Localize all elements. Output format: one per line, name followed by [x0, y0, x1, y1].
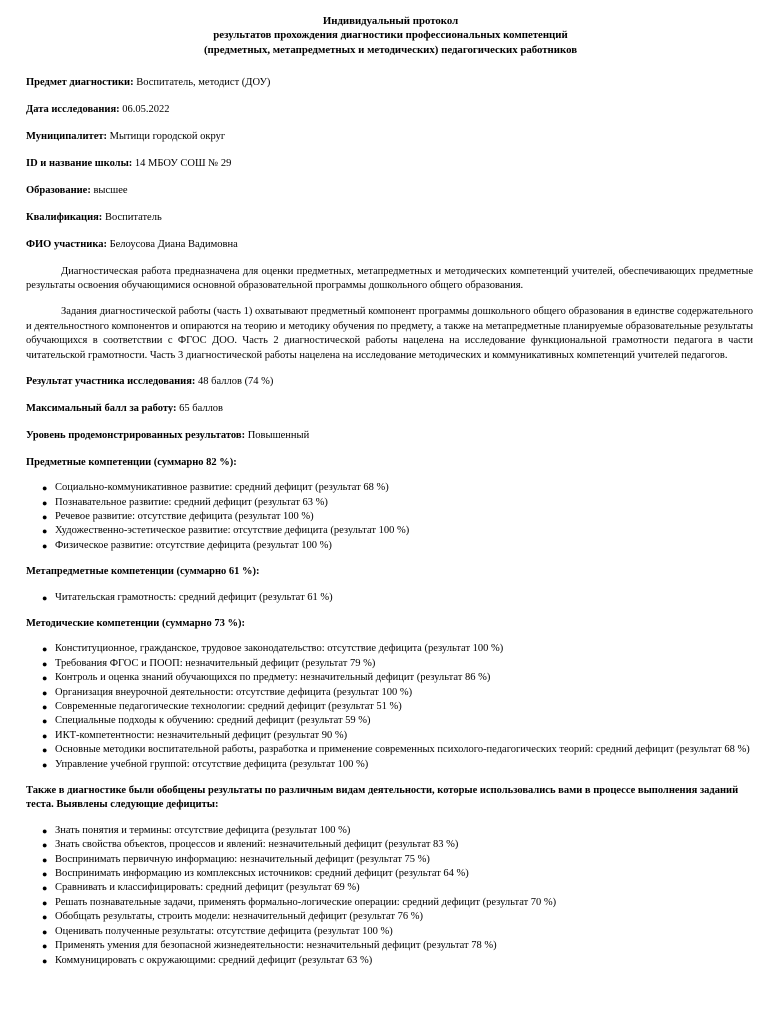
bullet-icon: ●	[42, 511, 48, 522]
field-subject-value: Воспитатель, методист (ДОУ)	[133, 77, 271, 89]
list-item: ● Художественно-эстетическое развитие: отсутствие дефицита (результат 100 %)	[55, 524, 753, 538]
list-item: ● Познавательное развитие: средний дефицит (результат 63 %)	[55, 496, 753, 510]
list-item: ● Основные методики воспитательной работы, разработка и применение современных психолого-педагогических теорий: средний дефицит (результат 68 %)	[55, 743, 753, 757]
subject-competencies-heading: Предметные компетенции (суммарно 82 %):	[26, 456, 237, 468]
result-score-label: Результат участника исследования:	[26, 376, 196, 387]
bullet-icon: ●	[42, 825, 48, 836]
list-item: ● Решать познавательные задачи, применять формально-логические операции: средний дефицит (результат 70 %)	[55, 896, 753, 910]
method-competencies-list	[26, 642, 753, 772]
intro-paragraph-2: Задания диагностической работы (часть 1) охватывают предметный компонент программы дошкольного общего образования в единстве содержательного и деятельностного компонентов и опираются на теорию и методику обучения по предмету, а также на метапредметные планируемые образовательные результаты обучающихся в соответствии с ФГОС ДОО. Часть 2 диагностической работы нацелена на исследование функциональной грамотности педагога в части читательской грамотности. Часть 3 диагностической работы нацелена на исследование методических и коммуникативных компетенций учителей педагогов.	[26, 306, 753, 361]
meta-competencies-heading: Метапредметные компетенции (суммарно 61 %):	[26, 566, 260, 578]
field-municipality-value: Мытищи городской округ	[107, 131, 226, 143]
bullet-icon: ●	[42, 673, 48, 684]
bullet-icon: ●	[42, 592, 48, 603]
field-fio	[26, 238, 753, 252]
header-subtitle-2: (предметных, метапредметных и методических) педагогических работников	[203, 43, 578, 56]
list-item: ● Оценивать полученные результаты: отсутствие дефицита (результат 100 %)	[55, 925, 753, 939]
list-item: ● Современные педагогические технологии: средний дефицит (результат 51 %)	[55, 700, 753, 714]
bullet-icon: ●	[42, 687, 48, 698]
bullet-icon: ●	[42, 883, 48, 894]
field-date-label: Дата исследования:	[26, 104, 120, 116]
field-education-label: Образование:	[26, 184, 91, 196]
list-item: ● Обобщать результаты, строить модели: незначительный дефицит (результат 76 %)	[55, 910, 753, 924]
list-item: ● Конституционное, гражданское, трудовое законодательство: отсутствие дефицита (результат 100 %)	[55, 642, 753, 656]
field-municipality	[26, 130, 753, 144]
bullet-icon: ●	[42, 912, 48, 923]
field-education-value: высшее	[90, 184, 128, 196]
bullet-icon: ●	[42, 869, 48, 880]
field-school-label: ID и название школы:	[26, 157, 133, 169]
meta-competencies-list	[26, 591, 753, 605]
field-qualification-label: Квалификация:	[26, 211, 103, 223]
bullet-icon: ●	[42, 955, 48, 966]
subject-competencies-list	[26, 481, 753, 553]
bullet-icon: ●	[42, 941, 48, 952]
bullet-icon: ●	[42, 658, 48, 669]
result-max-label: Максимальный балл за работу:	[26, 402, 177, 414]
list-item: ● Управление учебной группой: отсутствие дефицита (результат 100 %)	[55, 758, 753, 772]
result-max-value: 65 баллов	[176, 402, 224, 414]
bullet-icon: ●	[42, 540, 48, 551]
bullet-icon: ●	[42, 526, 48, 537]
bullet-icon: ●	[42, 644, 48, 655]
list-item: ● Контроль и оценка знаний обучающихся по предмету: незначительный дефицит (результат 86 %)	[55, 671, 753, 685]
list-item: ● Социально-коммуникативное развитие: средний дефицит (результат 68 %)	[55, 481, 753, 495]
field-date	[26, 103, 753, 117]
bullet-icon: ●	[42, 702, 48, 712]
bullet-icon: ●	[42, 745, 48, 756]
field-subject	[26, 76, 753, 90]
list-item: ● Речевое развитие: отсутствие дефицита (результат 100 %)	[55, 510, 753, 524]
activities-list	[26, 824, 753, 968]
result-score	[26, 375, 753, 389]
activities-heading: Также в диагностике были обобщены результаты по различным видам деятельности, которые использовались вами в процессе выполнения заданий теста. Выявлены следующие дефициты:	[26, 785, 739, 811]
result-level-value: Повышенный	[245, 429, 310, 441]
list-item: ● Знать свойства объектов, процессов и явлений: незначительный дефицит (результат 83 %)	[55, 838, 753, 852]
field-fio-label: ФИО участника:	[26, 238, 107, 250]
field-school-value: 14 МБОУ СОШ № 29	[132, 157, 232, 169]
list-item: ● Читательская грамотность: средний дефицит (результат 61 %)	[55, 591, 753, 605]
bullet-icon: ●	[42, 759, 48, 770]
bullet-icon: ●	[42, 897, 48, 908]
list-item: ● Сравнивать и классифицировать: средний дефицит (результат 69 %)	[55, 881, 753, 895]
document-header	[26, 14, 753, 57]
header-title: Индивидуальный протокол	[322, 15, 459, 27]
field-qualification	[26, 211, 753, 225]
bullet-icon: ●	[42, 854, 48, 865]
list-item: ● Воспринимать первичную информацию: незначительный дефицит (результат 75 %)	[55, 853, 753, 867]
field-municipality-label: Муниципалитет:	[26, 131, 108, 143]
result-score-value: 48 баллов (74 %)	[195, 376, 274, 387]
intro-paragraph-1: Диагностическая работа предназначена для оценки предметных, метапредметных и методических компетенций учителей, обеспечивающих предметные результаты освоения обучающимися основной образовательной программы дошкольного общего образования.	[26, 265, 753, 291]
bullet-icon: ●	[42, 497, 48, 508]
list-item: ● Применять умения для безопасной жизнедеятельности: незначительный дефицит (результат 78 %)	[55, 939, 753, 953]
header-subtitle-1: результатов прохождения диагностики профессиональных компетенций	[213, 29, 568, 42]
list-item: ● Воспринимать информацию из комплексных источников: средний дефицит (результат 64 %)	[55, 867, 753, 881]
field-education	[26, 184, 753, 198]
result-max	[26, 402, 753, 416]
list-item: ● Знать понятия и термины: отсутствие дефицита (результат 100 %)	[55, 824, 753, 838]
field-fio-value: Белоусова Диана Вадимовна	[106, 238, 238, 250]
field-date-value: 06.05.2022	[119, 104, 170, 116]
field-qualification-value: Воспитатель	[102, 211, 162, 223]
bullet-icon: ●	[42, 716, 48, 727]
list-item: ● Организация внеурочной деятельности: отсутствие дефицита (результат 100 %)	[55, 686, 753, 700]
method-competencies-heading: Методические компетенции (суммарно 73 %):	[26, 617, 245, 629]
list-item: ● Коммуницировать с окружающими: средний дефицит (результат 63 %)	[55, 954, 753, 968]
bullet-icon: ●	[42, 840, 48, 851]
bullet-icon: ●	[42, 483, 48, 494]
bullet-icon: ●	[42, 926, 48, 937]
list-item: ● Требования ФГОС и ПООП: незначительный дефицит (результат 79 %)	[55, 657, 753, 671]
field-school	[26, 157, 753, 171]
bullet-icon: ●	[42, 730, 48, 741]
list-item: ● ИКТ-компетентности: незначительный дефицит (результат 90 %)	[55, 729, 753, 743]
list-item: ● Специальные подходы к обучению: средний дефицит (результат 59 %)	[55, 714, 753, 728]
field-subject-label: Предмет диагностики:	[26, 77, 134, 89]
list-item: ● Физическое развитие: отсутствие дефицита (результат 100 %)	[55, 539, 753, 553]
result-level-label: Уровень продемонстрированных результатов:	[26, 429, 246, 441]
result-level	[26, 429, 753, 443]
